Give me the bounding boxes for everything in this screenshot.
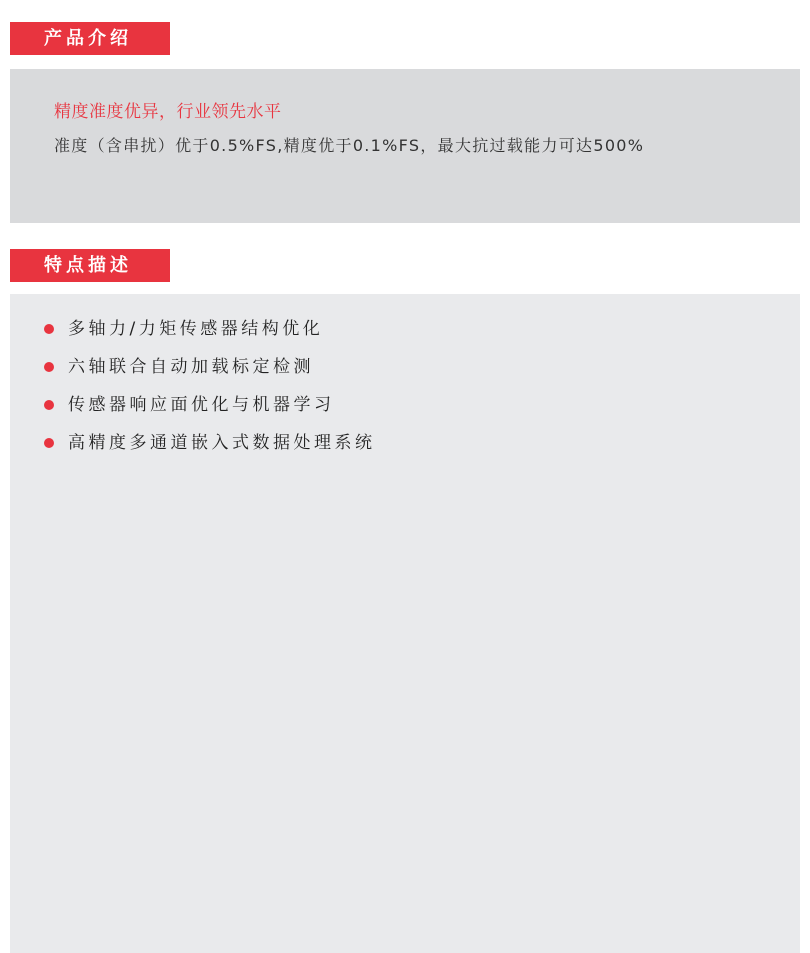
bullet-dot-icon bbox=[44, 438, 54, 448]
feature-item bbox=[44, 392, 376, 430]
feature-item bbox=[44, 316, 376, 354]
feature-item-label: 多轴力/力矩传感器结构优化 bbox=[68, 319, 324, 339]
feature-item-label: 六轴联合自动加载标定检测 bbox=[68, 357, 314, 377]
intro-highlight-text: 精度准度优异，行业领先水平 bbox=[54, 102, 282, 122]
bullet-dot-icon bbox=[44, 362, 54, 372]
intro-description-text: 准度（含串扰）优于0.5%FS,精度优于0.1%FS，最大抗过载能力可达500% bbox=[54, 136, 645, 155]
feature-item bbox=[44, 354, 376, 392]
bullet-dot-icon bbox=[44, 400, 54, 410]
feature-item-label: 传感器响应面优化与机器学习 bbox=[68, 395, 335, 415]
feature-item-label: 高精度多通道嵌入式数据处理系统 bbox=[68, 433, 376, 453]
features-heading: 特点描述 bbox=[10, 249, 170, 282]
feature-item bbox=[44, 430, 376, 468]
features-panel bbox=[10, 294, 800, 953]
product-intro-heading: 产品介绍 bbox=[10, 22, 170, 55]
bullet-dot-icon bbox=[44, 324, 54, 334]
product-intro-panel bbox=[10, 69, 800, 223]
feature-list bbox=[44, 316, 376, 468]
